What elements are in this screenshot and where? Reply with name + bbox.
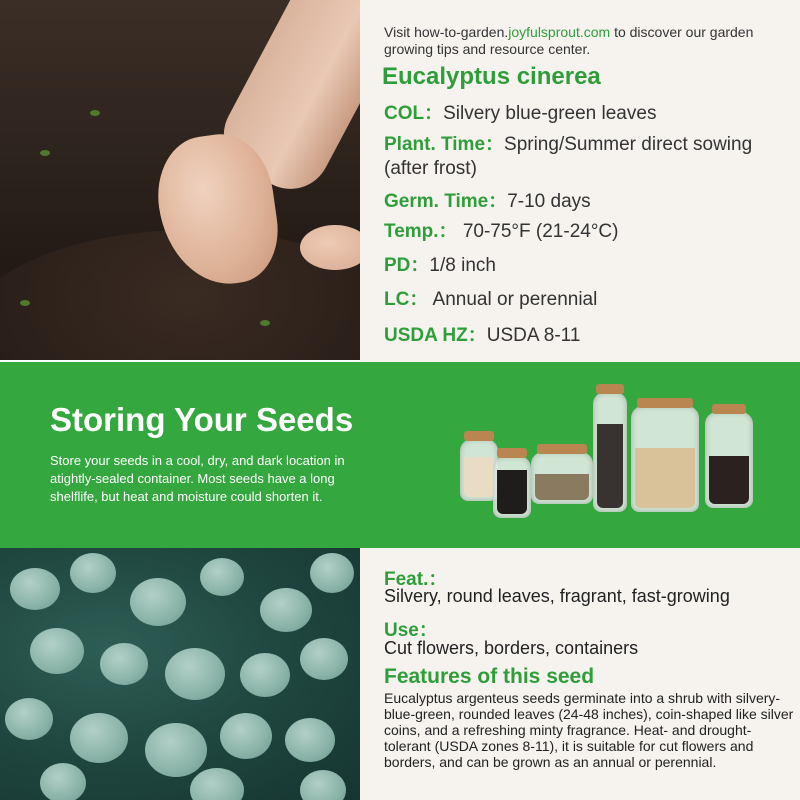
leaf — [30, 628, 84, 674]
seed-jar — [531, 452, 593, 504]
jar-cork — [596, 384, 624, 394]
features-panel — [360, 548, 800, 800]
species-title: Eucalyptus cinerea — [382, 63, 601, 90]
spec-label: COL： — [384, 103, 444, 124]
leaf — [100, 643, 148, 685]
leaf — [40, 763, 86, 800]
spec-planting-depth — [384, 254, 796, 278]
storing-seeds-band — [0, 362, 800, 548]
jar-seeds — [635, 448, 695, 508]
leaf — [145, 723, 207, 777]
jar-cork — [497, 448, 527, 458]
leaf — [190, 768, 244, 800]
spec-label: Temp.： — [384, 221, 458, 242]
seed-jar — [493, 456, 531, 518]
storing-title: Storing Your Seeds — [50, 401, 354, 438]
visit-prefix: Visit how-to-garden. — [384, 24, 509, 40]
leaf — [130, 578, 186, 626]
visit-suffix: to discover our garden growing tips and resource center. — [384, 24, 754, 57]
spec-value: 7-10 days — [507, 191, 591, 212]
spec-value: 1/8 inch — [429, 255, 496, 276]
seed-jar — [631, 406, 699, 512]
sprout — [20, 300, 30, 306]
jar-seeds — [535, 474, 589, 500]
jar-cork — [637, 398, 693, 408]
spec-value: Silvery blue-green leaves — [443, 103, 657, 124]
spec-label: Plant. Time： — [384, 134, 505, 155]
feat-label: Feat.： — [384, 569, 448, 590]
sprout — [40, 150, 50, 156]
seed-jar — [593, 392, 627, 512]
leaf — [310, 553, 354, 593]
spec-life-cycle — [384, 288, 796, 312]
use-label: Use： — [384, 620, 438, 641]
jar-seeds — [709, 456, 749, 504]
leaf — [5, 698, 53, 740]
jar-cork — [537, 444, 587, 454]
seed-jar — [705, 412, 753, 508]
leaf — [285, 718, 335, 762]
seed-features-description: Eucalyptus argenteus seeds germinate into a shrub with silvery-blue-green, rounded leaves (24-48 inches), coin-shaped like silver coins, and a refreshing minty fragrance. Heat- and drought-tolerant (USDA zones 8-11), it is suitable for cut flowers and borders, and can be grown as an annual or perennial. — [384, 690, 794, 770]
website-link[interactable]: joyfulsprout.com — [508, 24, 611, 40]
spec-value: Spring/Summer direct sowing (after frost) — [384, 134, 753, 179]
leaf — [200, 558, 244, 596]
spec-value: 70-75°F (21-24°C) — [457, 221, 619, 242]
leaf — [70, 553, 116, 593]
jar-cork — [464, 431, 494, 441]
eucalyptus-foliage-photo — [0, 548, 360, 800]
spec-temperature — [384, 220, 796, 244]
leaf — [220, 713, 272, 759]
spec-label: LC： — [384, 289, 429, 310]
leaf — [165, 648, 225, 700]
spec-label: USDA HZ： — [384, 325, 487, 346]
spec-germ-time — [384, 190, 796, 214]
visit-note — [384, 24, 784, 58]
leaf — [10, 568, 60, 610]
feat-value: Silvery, round leaves, fragrant, fast-growing — [384, 586, 730, 606]
soil-sowing-photo — [0, 0, 360, 360]
sprout — [90, 110, 100, 116]
spec-plant-time — [384, 133, 796, 181]
jar-seeds — [464, 457, 494, 497]
seed-jars-image — [455, 384, 765, 529]
sprout — [260, 320, 270, 326]
seed-features-heading: Features of this seed — [384, 665, 595, 688]
jar-seeds — [497, 470, 527, 514]
leaf — [70, 713, 128, 763]
species-info-panel — [360, 0, 800, 362]
spec-value: USDA 8-11 — [486, 325, 581, 346]
leaf — [260, 588, 312, 632]
leaf — [240, 653, 290, 697]
spec-color — [384, 102, 796, 126]
spec-value: Annual or perennial — [428, 289, 598, 310]
use-value: Cut flowers, borders, containers — [384, 638, 639, 658]
storing-text: Store your seeds in a cool, dry, and dark location in atightly-sealed container. Most seeds have a long shelflife, but heat and moisture could shorten it. — [50, 453, 345, 504]
jar-cork — [712, 404, 746, 414]
spec-label: PD： — [384, 255, 430, 276]
jar-seeds — [597, 424, 623, 508]
spec-hardiness-zone — [384, 324, 796, 348]
leaf — [300, 638, 348, 680]
leaf — [300, 770, 346, 800]
spec-label: Germ. Time： — [384, 191, 508, 212]
